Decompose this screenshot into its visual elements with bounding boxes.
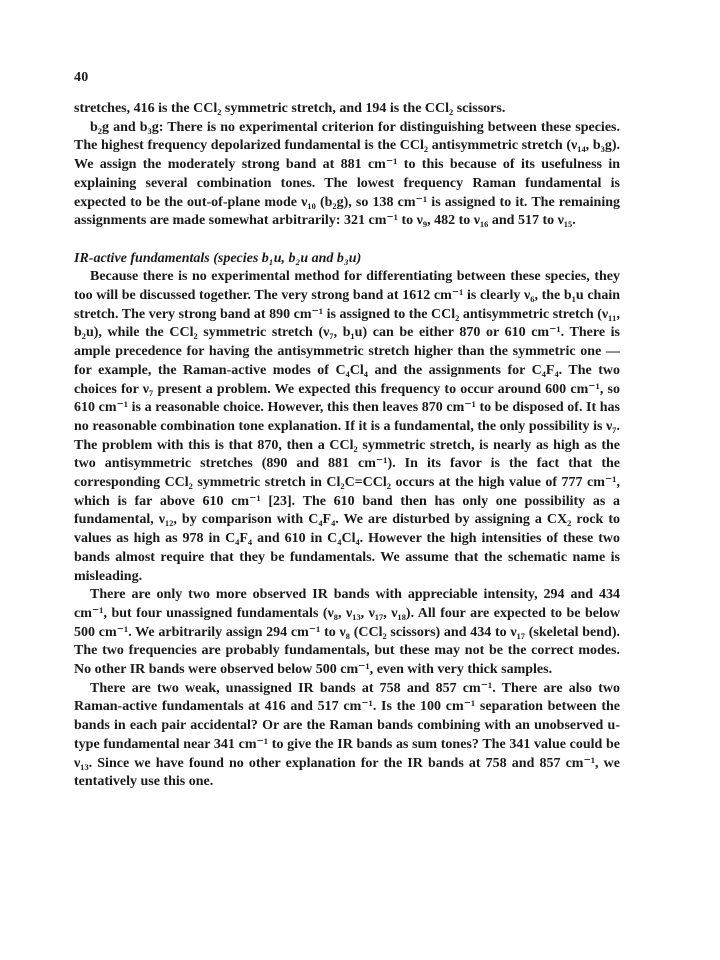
paragraph-stretches: stretches, 416 is the CCl₂ symmetric stretch, and 194 is the CCl₂ scissors. — [74, 101, 506, 116]
paragraph-weak-bands: There are two weak, unassigned IR bands at 758 and 857 cm⁻¹. There are also two Raman-active fundamentals at 416 and 517 cm⁻¹. Is the 100 cm⁻¹ separation between the bands in each pair accidental? Or are the Raman bands combining with an unobserved u-type fundamental near 341 cm⁻¹ to give the IR bands as sum tones? The 341 value could be ν₁₃. Since we have found no other explanation for the IR bands at 758 and 857 cm⁻¹, we tentatively use this one. — [74, 680, 620, 790]
body-text — [74, 100, 620, 792]
paragraph-b2g-b3g: b₂g and b₃g: There is no experimental criterion for distinguishing between these species. The highest frequency depolarized fundamental is the CCl₂ antisymmetric stretch (ν₁₄, b₃g). We assign the moderately strong band at 881 cm⁻¹ to this because of its usefulness in explaining several combination tones. The lowest frequency Raman fundamental is expected to be the out-of-plane mode ν₁₀ (b₂g), so 138 cm⁻¹ is assigned to it. The remaining assignments are made somewhat arbitrarily: 321 cm⁻¹ to ν₉, 482 to ν₁₆ and 517 to ν₁₅. — [74, 119, 620, 229]
paragraph-ir-assignments: Because there is no experimental method for differentiating between these species, they too will be discussed together. The very strong band at 1612 cm⁻¹ is clearly ν₆, the b₁u chain stretch. The very strong band at 890 cm⁻¹ is assigned to the CCl₂ antisymmetric stretch (ν₁₁, b₂u), while the CCl₂ symmetric stretch (ν₇, b₁u) can be either 870 or 610 cm⁻¹. There is ample precedence for having the antisymmetric stretch higher than the symmetric one — for example, the Raman-active modes of C₄Cl₄ and the assignments for C₄F₄. The two choices for ν₇ present a problem. We expected this frequency to occur around 600 cm⁻¹, so 610 cm⁻¹ is a reasonable choice. However, this then leaves 870 cm⁻¹ to be disposed of. It has no reasonable combination tone explanation. If it is a fundamental, the only possibility is ν₇. The problem with this is that 870, then a CCl₂ symmetric stretch, is nearly as high as the two antisymmetric stretches (890 and 881 cm⁻¹). In its favor is the fact that the corresponding CCl₂ symmetric stretch in Cl₂C=CCl₂ occurs at the high value of 777 cm⁻¹, which is far above 610 cm⁻¹ [23]. The 610 band then has only one possibility as a fundamental, ν₁₂, by comparison with C₄F₄. We are disturbed by assigning a CX₂ rock to values as high as 978 in C₄F₄ and 610 in C₄Cl₄. However the high intensities of these two bands almost require that they be fundamentals. We assume that the schematic name is misleading. — [74, 269, 620, 584]
section-heading-ir-active: IR-active fundamentals (species b₁u, b₂u and b₃u) — [74, 250, 362, 266]
paragraph-remaining-bands: There are only two more observed IR bands with appreciable intensity, 294 and 434 cm⁻¹, but four unassigned fundamentals (ν₈, ν₁₃, ν₁₇, ν₁₈). All four are expected to be below 500 cm⁻¹. We arbitrarily assign 294 cm⁻¹ to ν₈ (CCl₂ scissors) and 434 to ν₁₇ (skeletal bend). The two frequencies are probably fundamentals, but these may not be the correct modes. No other IR bands were observed below 500 cm⁻¹, even with very thick samples. — [74, 587, 620, 678]
page-number: 40 — [74, 70, 89, 85]
